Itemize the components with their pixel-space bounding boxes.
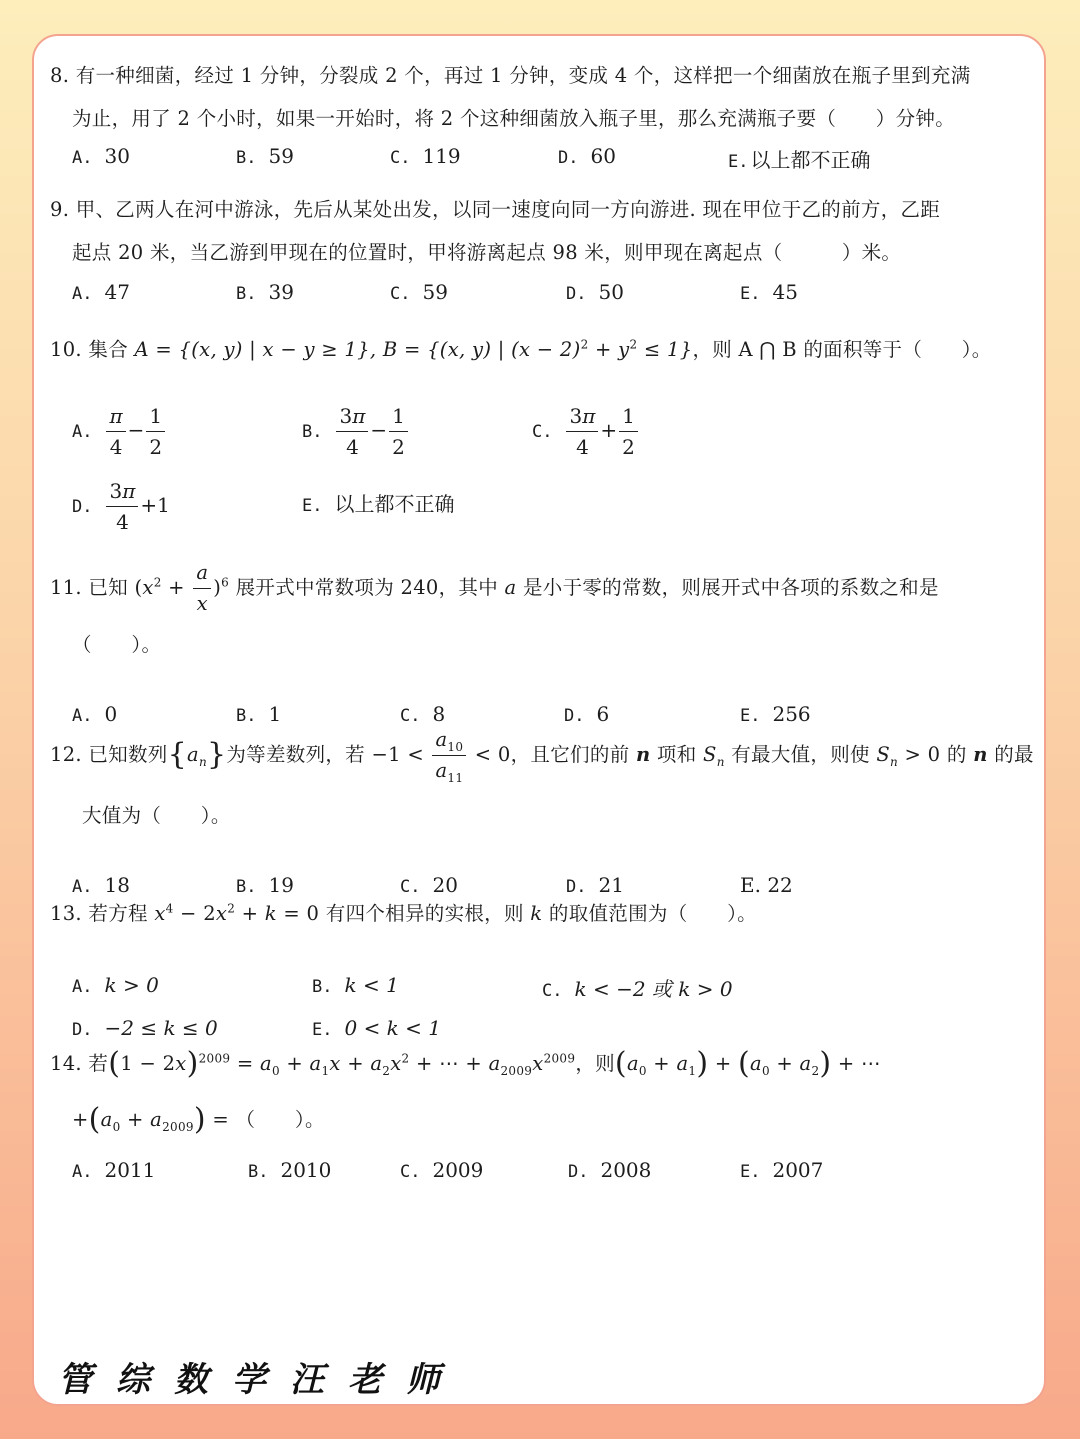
set-expression-end: ≤ 1} (637, 338, 693, 361)
option-label: D. (564, 706, 585, 726)
option-label: B. (312, 977, 333, 997)
option-value: 59 (422, 280, 448, 304)
option-value: E. 22 (740, 873, 793, 897)
option-value: 21 (598, 873, 624, 897)
option-value: 2008 (600, 1158, 652, 1182)
option-value: k < 1 (344, 973, 399, 997)
question-text: 的最 (994, 743, 1034, 766)
author-signature: 管综数学汪老师 (58, 1360, 464, 1400)
set-expression-part: + y (588, 338, 630, 361)
question-12 (50, 720, 1034, 837)
option-label: D. (566, 877, 587, 897)
option-label: C. (532, 422, 553, 442)
question-text: 的 (946, 743, 967, 766)
question-8-line-1: 8. 有一种细菌，经过 1 分钟，分裂成 2 个，再过 1 分钟，变成 4 个，这样把一个细菌放在瓶子里到充满 (50, 64, 971, 87)
question-suffix: ，则 A ⋂ B 的面积等于（ ）。 (692, 338, 992, 361)
question-11-line-2: （ ）。 (72, 633, 162, 656)
question-13 (50, 892, 1030, 935)
option-label: C. (390, 284, 411, 304)
option-label: D. (566, 284, 587, 304)
option-label: D. (558, 148, 579, 168)
option-label: C. (400, 1162, 421, 1182)
question-14-line-1: 14. 若$(1 - 2x)^{2009} = a_0 + a_1x + a_2x^2$ + ⋯ + $a_{2009}x^{2009}$，则$(a_0 + a_1) + (a_0 + a_2)$ + ⋯ (50, 1046, 881, 1081)
question-number: 11. 已知 (50, 576, 129, 599)
question-9 (50, 188, 1030, 274)
option-label: A. (72, 877, 93, 897)
question-14 (50, 1042, 1030, 1142)
option-value: 39 (268, 280, 294, 304)
option-label: D. (568, 1162, 589, 1182)
option-value: 119 (422, 144, 461, 168)
option-label: D. (72, 497, 93, 517)
question-text: 展开式中常数项为 240，其中 (235, 576, 499, 599)
option-value: 19 (268, 873, 294, 897)
question-10 (50, 328, 1030, 371)
option-value: 0 (104, 702, 118, 726)
option-value: 2007 (772, 1158, 824, 1182)
option-value: 45 (772, 280, 798, 304)
question-9-line-2: 起点 20 米，当乙游到甲现在的位置时，甲将游离起点 98 米，则甲现在离起点（ ）米。 (72, 241, 902, 264)
option-value: 256 (772, 702, 811, 726)
option-value: k > 0 (104, 973, 159, 997)
question-text: 有最大值，则使 (731, 743, 870, 766)
question-text: ，且它们的前 (510, 743, 630, 766)
question-text: 为等差数列，若 (226, 743, 365, 766)
option-label: E. (740, 706, 761, 726)
option-value: 2010 (280, 1158, 332, 1182)
question-text: 项和 (656, 743, 697, 766)
option-label: E. (728, 152, 749, 172)
option-label: B. (236, 284, 257, 304)
option-value: −2 ≤ k ≤ 0 (104, 1016, 218, 1040)
option-value: 以上都不正确 (750, 148, 871, 172)
question-text: 有四个相异的实根，则 (325, 902, 524, 925)
option-value: 20 (432, 873, 458, 897)
option-label: C. (400, 877, 421, 897)
question-text: 的取值范围为（ ）。 (548, 902, 757, 925)
option-value: 50 (598, 280, 624, 304)
option-label: A. (72, 706, 93, 726)
option-value: 30 (104, 144, 130, 168)
option-value: 47 (104, 280, 130, 304)
question-12-line-1: 12. 已知数列$\{a_n\}$为等差数列，若 −1 < $\frac{a_{10}}{a_{11}}$ < 0，且它们的前 n 项和 $S_n$ 有最大值，则使 $S_n > 0$ 的 n 的最 (50, 720, 1030, 790)
option-value: 1 (268, 702, 282, 726)
option-label: C. (542, 981, 563, 1001)
option-label: B. (236, 706, 257, 726)
question-number: 13. 若方程 (50, 902, 148, 925)
question-text: 是小于零的常数，则展开式中各项的系数之和是 (522, 576, 939, 599)
option-value: 0 < k < 1 (344, 1016, 441, 1040)
option-label: A. (72, 148, 93, 168)
set-expression: A = {(x, y) | x − y ≥ 1}, B = {(x, y) | (x − 2) (134, 338, 581, 361)
option-label: A. (72, 422, 93, 442)
option-value: 2009 (432, 1158, 484, 1182)
option-label: D. (72, 1020, 93, 1040)
option-label: B. (236, 148, 257, 168)
option-label: E. (740, 1162, 761, 1182)
option-value: 6 (596, 702, 610, 726)
option-label: E. (740, 284, 761, 304)
option-label: C. (390, 148, 411, 168)
question-8-line-2: 为止，用了 2 个小时，如果一开始时，将 2 个这种细菌放入瓶子里，那么充满瓶子要（ ）分钟。 (72, 107, 956, 130)
option-label: C. (400, 706, 421, 726)
option-value: 2011 (104, 1158, 156, 1182)
question-number: 10. 集合 (50, 338, 129, 361)
question-text: ，则 (575, 1052, 615, 1075)
option-label: A. (72, 977, 93, 997)
question-13-line-1: 13. 若方程 $x^4 - 2x^2 + k = 0$ 有四个相异的实根，则 k 的取值范围为（ ）。 (50, 901, 757, 925)
question-card: 8. 有一种细菌，经过 1 分钟，分裂成 2 个，再过 1 分钟，变成 4 个，这样把一个细菌放在瓶子里到充满 为止，用了 2 个小时，如果一开始时，将 2 个这种细菌放入瓶子里，那么充满瓶子要（ ）分钟。 A. 30 B. 59 C. 119 D. 60 E. 以上都不正确 9. 甲、乙两人在河中游泳，先后从某处出发，以同一速度向同一方向游进. 现在甲位于乙的前方，乙距 起点 20 米，当乙游到甲现在的位置时，甲将游离起点 98 米，则甲现在离起点（ ）米。 A. 47 B. 39 C. 59 D. 50 E. 45 10. 集合 A = {(x, y) | x − y ≥ 1}, B = {(x, y) | $(x - 2)^2 + y^2 \le 1$}，则 A ⋂ B 的面积等于（ ）。 A. $\frac{\pi}{4}$ − $\frac{1}{2}$ B. $\frac{3\pi}{4}$ − $\frac{1}{2}$ C. $\frac{3\pi}{4}$ + $\frac{1}{2}$ D. $\frac{3\pi}{4}$ +1 E. 以上都不正确 11. 已知 ($x^2$ + $\frac{a}{x}$ )$^6$ 展开式中常数项为 240，其中 a 是小于零的常数，则展开式中各项的系数之和是 （ ）。 A. 0 B. 1 C. 8 D. 6 E. 256 12. 已知数列$\{a_n\}$为等差数列，若 −1 < $\frac{a_{10}}{a_{11}}$ < 0，且它们的前 n 项和 $S_n$ 有最大值，则使 $S_n > 0$ 的 n 的最 大值为（ ）。 A. 18 B. 19 C. 20 D. 21 E. 22 13. 若方程 $x^4 - 2x^2 + k = 0$ 有四个相异的实根，则 k 的取值范围为（ ）。 A. k > 0 B. k < 1 C. k < −2 或 k > 0 D. −2 ≤ k ≤ 0 E. 0 < k < 1 14. 若$(1 - 2x)^{2009} = a_0 + a_1x + a_2x^2$ + ⋯ + $a_{2009}x^{2009}$，则$(a_0 + a_1) + (a_0 + a_2)$ + ⋯ $+(a_0 + a_{2009})$ = （ ）。 A. 2011 B. 2010 C. 2009 D. 2008 E. 2007 管综数学汪老师 (32, 34, 1046, 1406)
option-value: 以上都不正确 (334, 492, 455, 516)
question-11-line-1: 11. 已知 ($x^2$ + $\frac{a}{x}$ )$^6$ 展开式中常数项为 240，其中 a 是小于零的常数，则展开式中各项的系数之和是 (50, 558, 1030, 619)
question-14-line-2: $+(a_0 + a_{2009})$ = （ ）。 (72, 1102, 325, 1137)
option-label: B. (248, 1162, 269, 1182)
option-label: B. (236, 877, 257, 897)
question-10-line-1: 10. 集合 A = {(x, y) | x − y ≥ 1}, B = {(x, y) | $(x - 2)^2 + y^2 \le 1$}，则 A ⋂ B 的面积等于（ ）。 (50, 337, 992, 361)
option-label: B. (302, 422, 323, 442)
question-number: 12. 已知数列 (50, 743, 168, 766)
option-value: 60 (590, 144, 616, 168)
option-value: k < −2 或 k > 0 (574, 977, 733, 1001)
question-9-line-1: 9. 甲、乙两人在河中游泳，先后从某处出发，以同一速度向同一方向游进. 现在甲位于乙的前方，乙距 (50, 198, 941, 221)
option-label: E. (312, 1020, 333, 1040)
option-label: A. (72, 1162, 93, 1182)
question-12-line-2: 大值为（ ）。 (82, 804, 231, 827)
question-8 (50, 54, 1030, 140)
option-label: A. (72, 284, 93, 304)
question-number: 14. 若 (50, 1052, 109, 1075)
option-value: 18 (104, 873, 130, 897)
option-value: 59 (268, 144, 294, 168)
option-value: 8 (432, 702, 446, 726)
option-label: E. (302, 496, 323, 516)
question-text: = （ ）。 (205, 1108, 325, 1131)
question-11 (50, 558, 1030, 666)
